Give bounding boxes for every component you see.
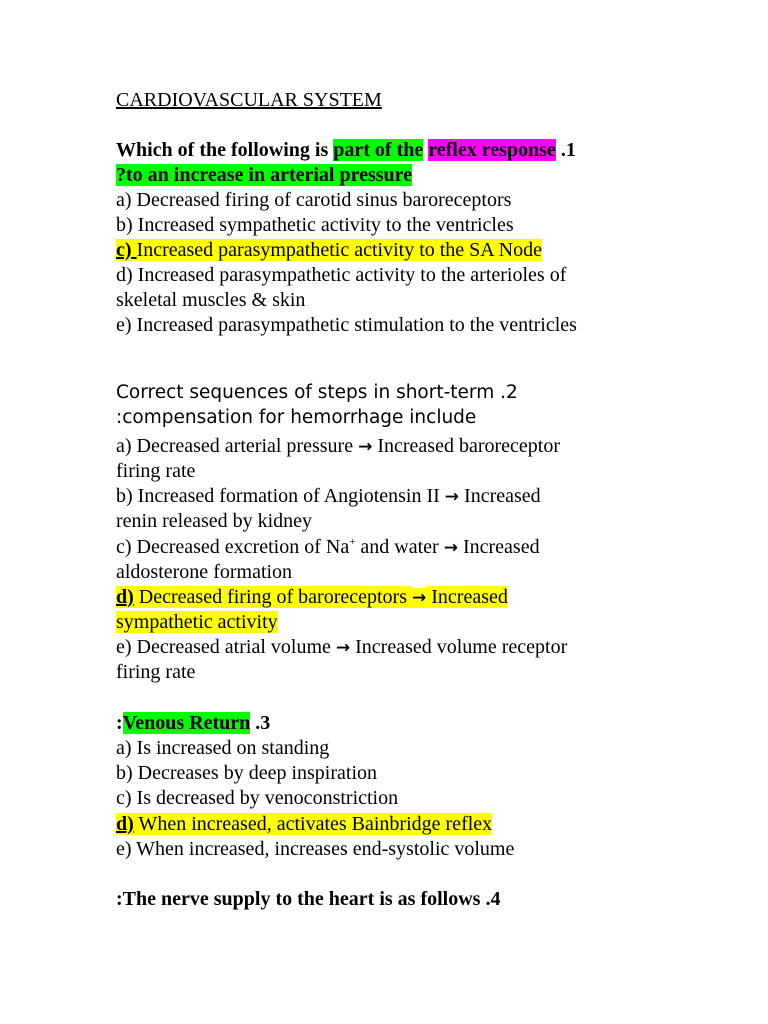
- q1-option-c-label: c): [116, 239, 137, 261]
- q2-option-b-line-1: [116, 484, 541, 510]
- q3-option-d-text: When increased, activates Bainbridge reflex: [133, 813, 493, 835]
- q2-option-d-text-2: Increased: [426, 586, 508, 608]
- q1-option-d-line-2: skeletal muscles & skin: [116, 289, 306, 311]
- q1-option-d-line-1: d) Increased parasympathetic activity to the arterioles of: [116, 264, 567, 286]
- q1-option-c-text: Increased parasympathetic activity to the SA Node: [136, 239, 542, 261]
- q2-option-e-line-2: firing rate: [116, 661, 196, 683]
- q3-option-d: [116, 812, 492, 837]
- q1-option-b: b) Increased sympathetic activity to the ventricles: [116, 214, 514, 236]
- q1-option-e: e) Increased parasympathetic stimulation to the ventricles: [116, 314, 577, 336]
- q2-option-d-label: d): [116, 586, 134, 608]
- arrow-right-icon: →: [443, 538, 458, 558]
- arrow-right-icon: →: [444, 487, 460, 507]
- q2-stem-line-2: :compensation for hemorrhage include: [116, 407, 477, 428]
- arrow-right-icon: →: [412, 588, 427, 608]
- q1-option-a: a) Decreased firing of carotid sinus baroreceptors: [116, 189, 512, 211]
- q2-option-c-text-2: and water: [355, 536, 444, 558]
- q2-option-d-text-1: Decreased firing of baroreceptors: [133, 586, 412, 608]
- q1-stem-line-2: [116, 163, 412, 188]
- q2-option-c-text-1: c) Decreased excretion of Na: [116, 536, 350, 558]
- q3-highlight-venous-return: Venous Return: [122, 712, 251, 734]
- q1-highlight-reflex: reflex response: [428, 139, 556, 161]
- q3-option-e: e) When increased, increases end-systolic volume: [116, 838, 515, 860]
- q3-option-b: b) Decreases by deep inspiration: [116, 762, 378, 784]
- q2-option-b-text-1: b) Increased formation of Angiotensin II: [116, 485, 445, 507]
- q3-stem-colon: :: [116, 712, 123, 734]
- arrow-right-icon: →: [335, 638, 351, 658]
- q3-option-d-label: d): [116, 813, 134, 835]
- q2-option-a-line-1: [116, 434, 560, 460]
- q2-option-b-line-2: renin released by kidney: [116, 510, 313, 532]
- q1-highlight-part: part of the: [333, 139, 424, 161]
- q2-option-b-text-2: Increased: [459, 485, 541, 507]
- q1-stem-text: Which of the following is: [116, 139, 334, 161]
- q2-option-a-line-2: firing rate: [116, 460, 196, 482]
- q2-option-c-line-1: [116, 535, 540, 561]
- q2-option-d-text-3: sympathetic activity: [116, 611, 278, 633]
- q2-option-d-line-1: [116, 585, 508, 611]
- arrow-right-icon: →: [358, 437, 373, 457]
- q3-number: .3: [250, 712, 271, 734]
- q4-stem: :The nerve supply to the heart is as follows .4: [116, 888, 501, 910]
- q2-option-d-line-2: [116, 610, 278, 635]
- q1-stem-line-1: [116, 138, 576, 163]
- q2-option-a-text-1: a) Decreased arterial pressure: [116, 435, 359, 457]
- q1-highlight-stem: ?to an increase in arterial pressure: [116, 164, 413, 186]
- q2-option-e-text-1: e) Decreased atrial volume: [116, 636, 336, 658]
- q2-option-a-text-2: Increased baroreceptor: [372, 435, 560, 457]
- q2-option-c-line-2: aldosterone formation: [116, 561, 293, 583]
- q2-option-e-line-1: [116, 635, 567, 661]
- page-title: CARDIOVASCULAR SYSTEM: [116, 89, 382, 111]
- q3-option-a: a) Is increased on standing: [116, 737, 330, 759]
- q2-option-c-text-3: Increased: [457, 536, 540, 558]
- q3-stem: [116, 711, 270, 736]
- q1-option-c: [116, 238, 542, 263]
- q2-option-e-text-2: Increased volume receptor: [350, 636, 568, 658]
- q1-number: .1: [555, 139, 576, 161]
- q2-option-c-superscript: +: [349, 536, 356, 548]
- q2-stem-line-1: Correct sequences of steps in short-term .2: [116, 382, 518, 403]
- q3-option-c: c) Is decreased by venoconstriction: [116, 787, 399, 809]
